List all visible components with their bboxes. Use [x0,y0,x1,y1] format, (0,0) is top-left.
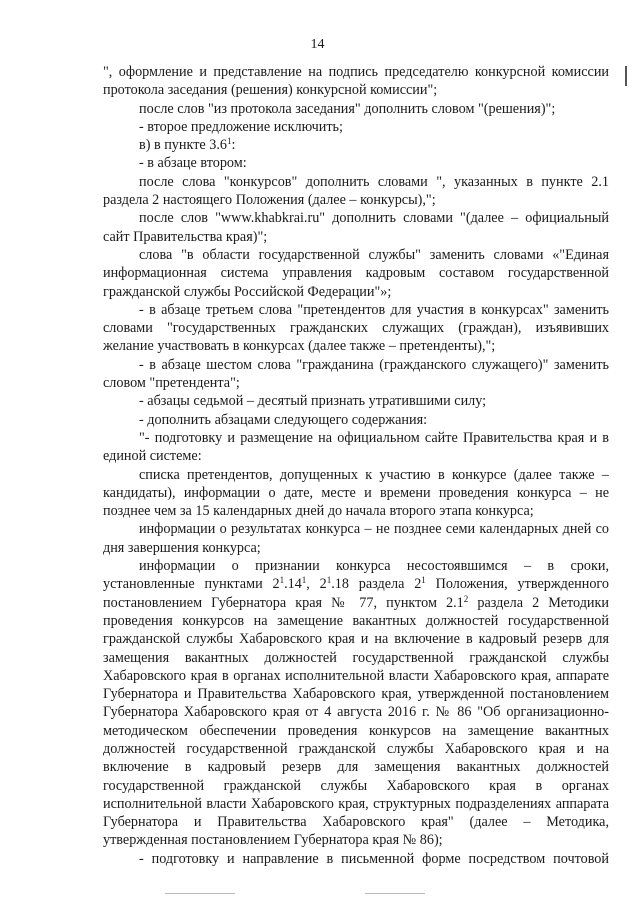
paragraph-text: после слов "www.khabkrai.ru" дополнить словами "(далее – официальный сайт Правительства края)"; [103,210,609,245]
paragraph-text: , 2 [306,576,327,593]
paragraph-text: раздела 2 Методики проведения конкурсов на замещение вакантных должностей государственной гражданской службы Хабаровского края и на включение в кадровый резерв для замещения вакантных должностей государственной гражданской службы Хабаровского края в органах исполнительной власти Хабаровского края, аппарате Губернатора и Правительства Хабаровского края, утвержденной постановлением Губернатора Хабаровского края от 4 августа 2016 г. № 86 "Об организационно-методическом обеспечении проведения конкурсов на замещение вакантных должностей государственной гражданской службы Хабаровского края и на включение в кадровый резерв для замещения вакантных должностей государственной гражданской службы Хабаровского края в органах исполнительной власти Хабаровского края, структурных подразделениях аппарата Губернатора и Правительства Хабаровского края" (далее – Методика, утвержденная постановлением Губернатора края № 86); [103,594,609,849]
paragraph-text: после слова "конкурсов" дополнить словами ", указанных в пункте 2.1 раздела 2 настоящего Положения (далее – конкурсы),"; [103,173,609,209]
paragraph [103,557,609,850]
paragraph-text: "- подготовку и размещение на официальном сайте Правительства края и в единой системе: [103,429,609,465]
paragraph-text: - в абзаце шестом слова "гражданина (гражданского служащего)" заменить словом "претендента"; [103,356,609,392]
paragraph-text: .14 [284,576,302,593]
paragraph [103,429,609,466]
superscript: 2 [463,593,469,604]
paragraph-text: слова "в области государственной службы" заменить словами «"Единая информационная система управления кадровым составом государственной гражданской службы Российской Федерации"»; [103,246,609,300]
scan-bottom-mark [365,893,425,894]
paragraph-text: информации о результатах конкурса – не позднее семи календарных дней со дня завершения конкурса; [103,521,609,556]
paragraph [103,301,609,356]
scan-edge-mark [625,66,627,86]
superscript: 1 [326,575,332,586]
paragraph-text: - второе предложение исключить; [139,118,343,135]
paragraph-text: списка претендентов, допущенных к участию в конкурсе (далее также – кандидаты), информации о дате, месте и времени проведения конкурса – не позднее чем за 15 календарных дней до начала второго этапа конкурса; [103,466,609,520]
paragraph [103,136,609,154]
paragraph-text: - подготовку и направление в письменной форме посредством почтовой [139,850,609,867]
page-number: 14 [310,37,325,52]
paragraph-text: - абзацы седьмой – десятый признать утратившими силу; [139,393,487,410]
paragraph [103,356,609,393]
paragraph [103,246,609,301]
paragraph [103,154,609,172]
superscript: 1 [226,136,232,147]
paragraph [103,173,609,210]
paragraph [103,520,609,557]
paragraph [103,392,609,410]
paragraph [103,850,609,868]
paragraph [103,466,609,521]
superscript: 1 [279,575,285,586]
paragraph-text: - в абзаце третьем слова "претендентов для участия в конкурсах" заменить словами "государственных гражданских служащих (граждан), изъявивших желание участвовать в конкурсах (далее также – претенденты),"; [103,301,609,355]
superscript: 1 [421,575,426,586]
paragraph-text: .18 раздела 2 [331,576,422,593]
paragraph-text: информации о признании конкурса несостоявшимся – в сроки, установленные пунктами 2 [103,558,609,593]
paragraph-text: ", оформление и представление на подпись председателю конкурсной комиссии протокола заседания (решения) конкурсной комиссии"; [103,64,609,99]
paragraph [103,411,609,429]
paragraph [103,118,609,136]
paragraph-text: - дополнить абзацами следующего содержания: [139,411,428,428]
superscript: 1 [301,575,307,586]
document-body [103,63,609,868]
paragraph [103,100,609,118]
paragraph-text: Положения, утвержденного постановлением Губернатора края № 77, пунктом 2.1 [103,576,609,611]
scan-bottom-mark [165,893,235,894]
paragraph-text: в) в пункте 3.6 [139,137,227,154]
paragraph [103,209,609,246]
paragraph-text: - в абзаце втором: [139,155,247,172]
paragraph [103,63,609,100]
paragraph-text: после слов "из протокола заседания" дополнить словом "(решения)"; [139,100,556,117]
paragraph-text: : [231,137,236,154]
